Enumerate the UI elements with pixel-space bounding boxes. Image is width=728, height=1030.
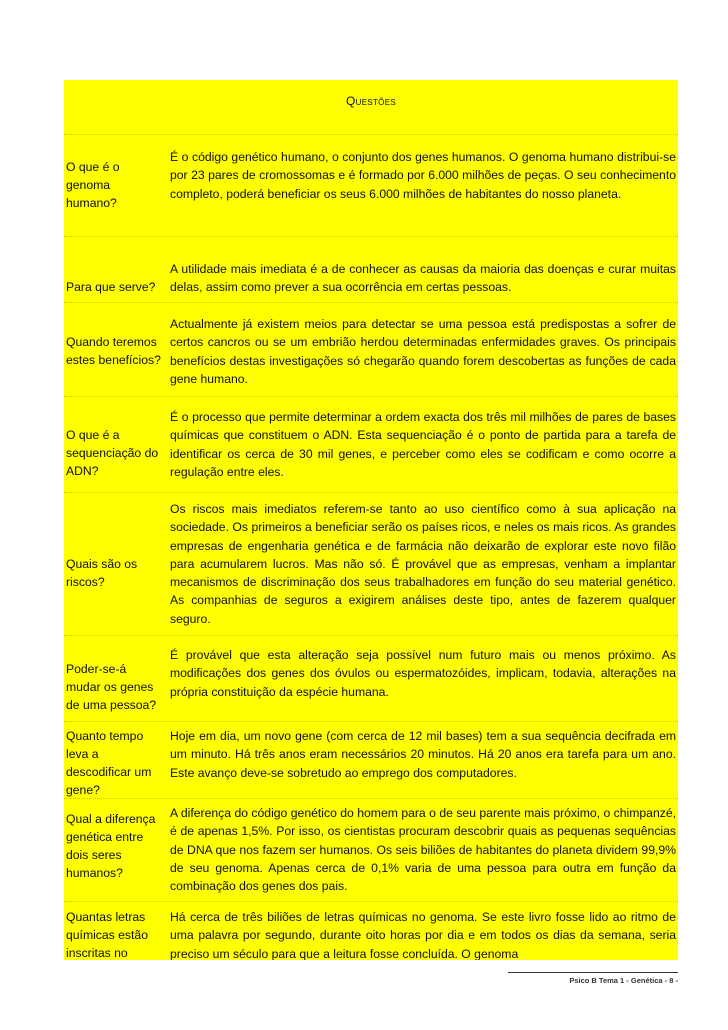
question-label: Quando teremos estes benefícios? (66, 335, 161, 367)
answer-text: É o código genético humano, o conjunto dos genes humanos. O genoma humano distribui-se por 23 pares de cromossomas e é formado por 6.000 milhões de peças. O seu conhecimento completo, poderá beneficiar os seus 6.000 milhões de habitantes do nosso planeta. (170, 150, 676, 201)
answer-text: A diferença do código genético do homem para o de seu parente mais próximo, o chimpanzé, é de apenas 1,5%. Por isso, os cientistas procuram descobrir quais as pequenas sequências de DNA que nos fazem ser humanos. Os seis biliões de habitantes do planeta dividem 99,9% de seu genoma. Apenas cerca de 0,1% varia de uma pessoa para outra em função da combinação dos genes dos pais. (170, 806, 676, 894)
question-label: Qual a diferença genética entre dois seres humanos? (66, 812, 156, 880)
row-divider (64, 635, 678, 636)
questions-page (64, 80, 678, 960)
row-divider (64, 492, 678, 493)
row-divider (64, 901, 678, 902)
page-footer: Psico B Tema 1 - Genética - 8 - (569, 976, 678, 985)
question-label: Quanto tempo leva a descodificar um gene? (66, 729, 152, 797)
question-label: O que é o genoma humano? (66, 160, 120, 210)
question-label: Quantas letras químicas estão inscritas no (66, 910, 148, 960)
answer-text: Actualmente já existem meios para detectar se uma pessoa está predispostas a sofrer de certos cancros ou se um embrião herdou determinadas enfermidades graves. Os principais benefícios destas investigações só chegarão quando forem descobertas as funções de cada gene humano. (170, 317, 676, 386)
row-divider (64, 721, 678, 722)
row-divider (64, 134, 678, 135)
page-title: Questões (346, 94, 396, 108)
answer-text: A utilidade mais imediata é a de conhecer as causas da maioria das doenças e curar muitas delas, assim como prever a sua ocorrência em certas pessoas. (170, 262, 676, 295)
question-label: Para que serve? (66, 280, 156, 294)
row-divider (64, 236, 678, 237)
answer-text: Há cerca de três biliões de letras químicas no genoma. Se este livro fosse lido ao ritmo de uma palavra por segundo, durante oito horas por dia e em todos os dias da semana, seria preciso um século para que a leitura fosse concluída. O genoma (170, 910, 676, 960)
answer-text: Os riscos mais imediatos referem-se tanto ao uso científico como à sua aplicação na sociedade. Os primeiros a beneficiar serão os países ricos, e neles os mais ricos. As grandes empresas de engenharia genética e de farmácia não deixarão de explorar este novo filão para acumularem lucros. Mas não só. É provável que as empresas, venham a implantar mecanismos de discriminação dos seus trabalhadores em função do seu material genético. As companhias de seguros a exigirem análises deste tipo, antes de fazerem qualquer seguro. (170, 502, 676, 626)
question-label: Poder-se-á mudar os genes de uma pessoa? (66, 662, 157, 712)
question-label: O que é a sequenciação do ADN? (66, 428, 159, 478)
answer-text: É provável que esta alteração seja possível num futuro mais ou menos próximo. As modificações dos genes dos óvulos ou espermatozóides, implicam, todavia, alterações na própria constituição da espécie humana. (170, 648, 676, 699)
question-label: Quais são os riscos? (66, 557, 138, 589)
answer-text: Hoje em dia, um novo gene (com cerca de 12 mil bases) tem a sua sequência decifrada em um minuto. Há três anos eram necessários 20 minutos. Há 20 anos era tarefa para um ano. Este avanço deve-se sobretudo ao emprego dos computadores. (170, 729, 676, 780)
row-divider (64, 396, 678, 397)
answer-text: É o processo que permite determinar a ordem exacta dos três mil milhões de pares de bases químicas que constituem o ADN. Esta sequenciação é o ponto de partida para a tarefa de identificar os cerca de 30 mil genes, e perceber como eles se codificam e como ocorre a regulação entre eles. (170, 410, 676, 479)
row-divider (64, 302, 678, 303)
footer-rule (508, 972, 678, 973)
